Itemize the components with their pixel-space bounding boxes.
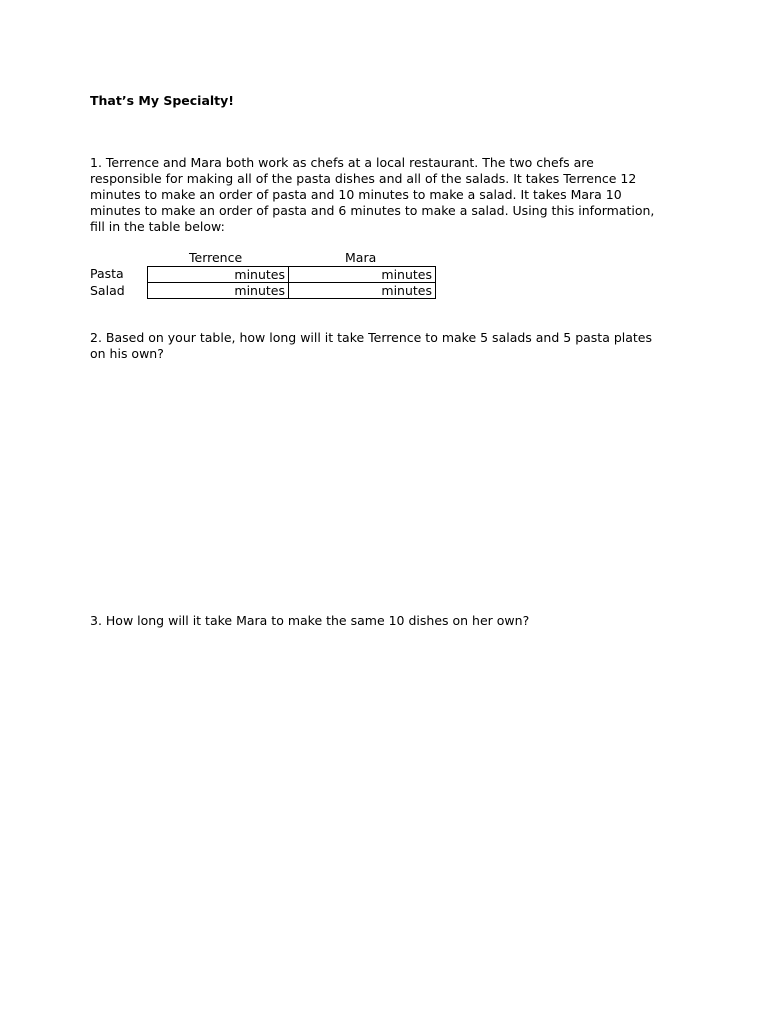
question-1-line: minutes to make an order of pasta and 10 minutes to make a salad. It takes Mara 10 — [90, 187, 622, 202]
table-header-terrence: Terrence — [189, 250, 243, 265]
table-row — [148, 267, 436, 283]
table-header-mara: Mara — [345, 250, 377, 265]
question-1-line: minutes to make an order of pasta and 6 minutes to make a salad. Using this information, — [90, 203, 655, 218]
question-2 — [90, 330, 652, 362]
question-3-line: 3. How long will it take Mara to make the same 10 dishes on her own? — [90, 613, 530, 628]
question-3 — [90, 613, 529, 629]
question-2-line: 2. Based on your table, how long will it take Terrence to make 5 salads and 5 pasta plates — [90, 330, 653, 345]
time-table — [147, 266, 436, 299]
table-row-label-pasta: Pasta — [90, 266, 124, 281]
question-1-line: responsible for making all of the pasta dishes and all of the salads. It takes Terrence 12 — [90, 171, 637, 186]
question-1-line: fill in the table below: — [90, 219, 225, 234]
table-row-label-salad: Salad — [90, 283, 125, 298]
table-row — [148, 283, 436, 299]
question-1-line: 1. Terrence and Mara both work as chefs at a local restaurant. The two chefs are — [90, 155, 594, 170]
question-1 — [90, 155, 654, 235]
pasta-mara-cell[interactable]: minutes — [289, 267, 436, 283]
pasta-terrence-cell[interactable]: minutes — [148, 267, 289, 283]
salad-terrence-cell[interactable]: minutes — [148, 283, 289, 299]
question-2-line: on his own? — [90, 346, 164, 361]
salad-mara-cell[interactable]: minutes — [289, 283, 436, 299]
worksheet-title: That’s My Specialty! — [90, 93, 234, 108]
